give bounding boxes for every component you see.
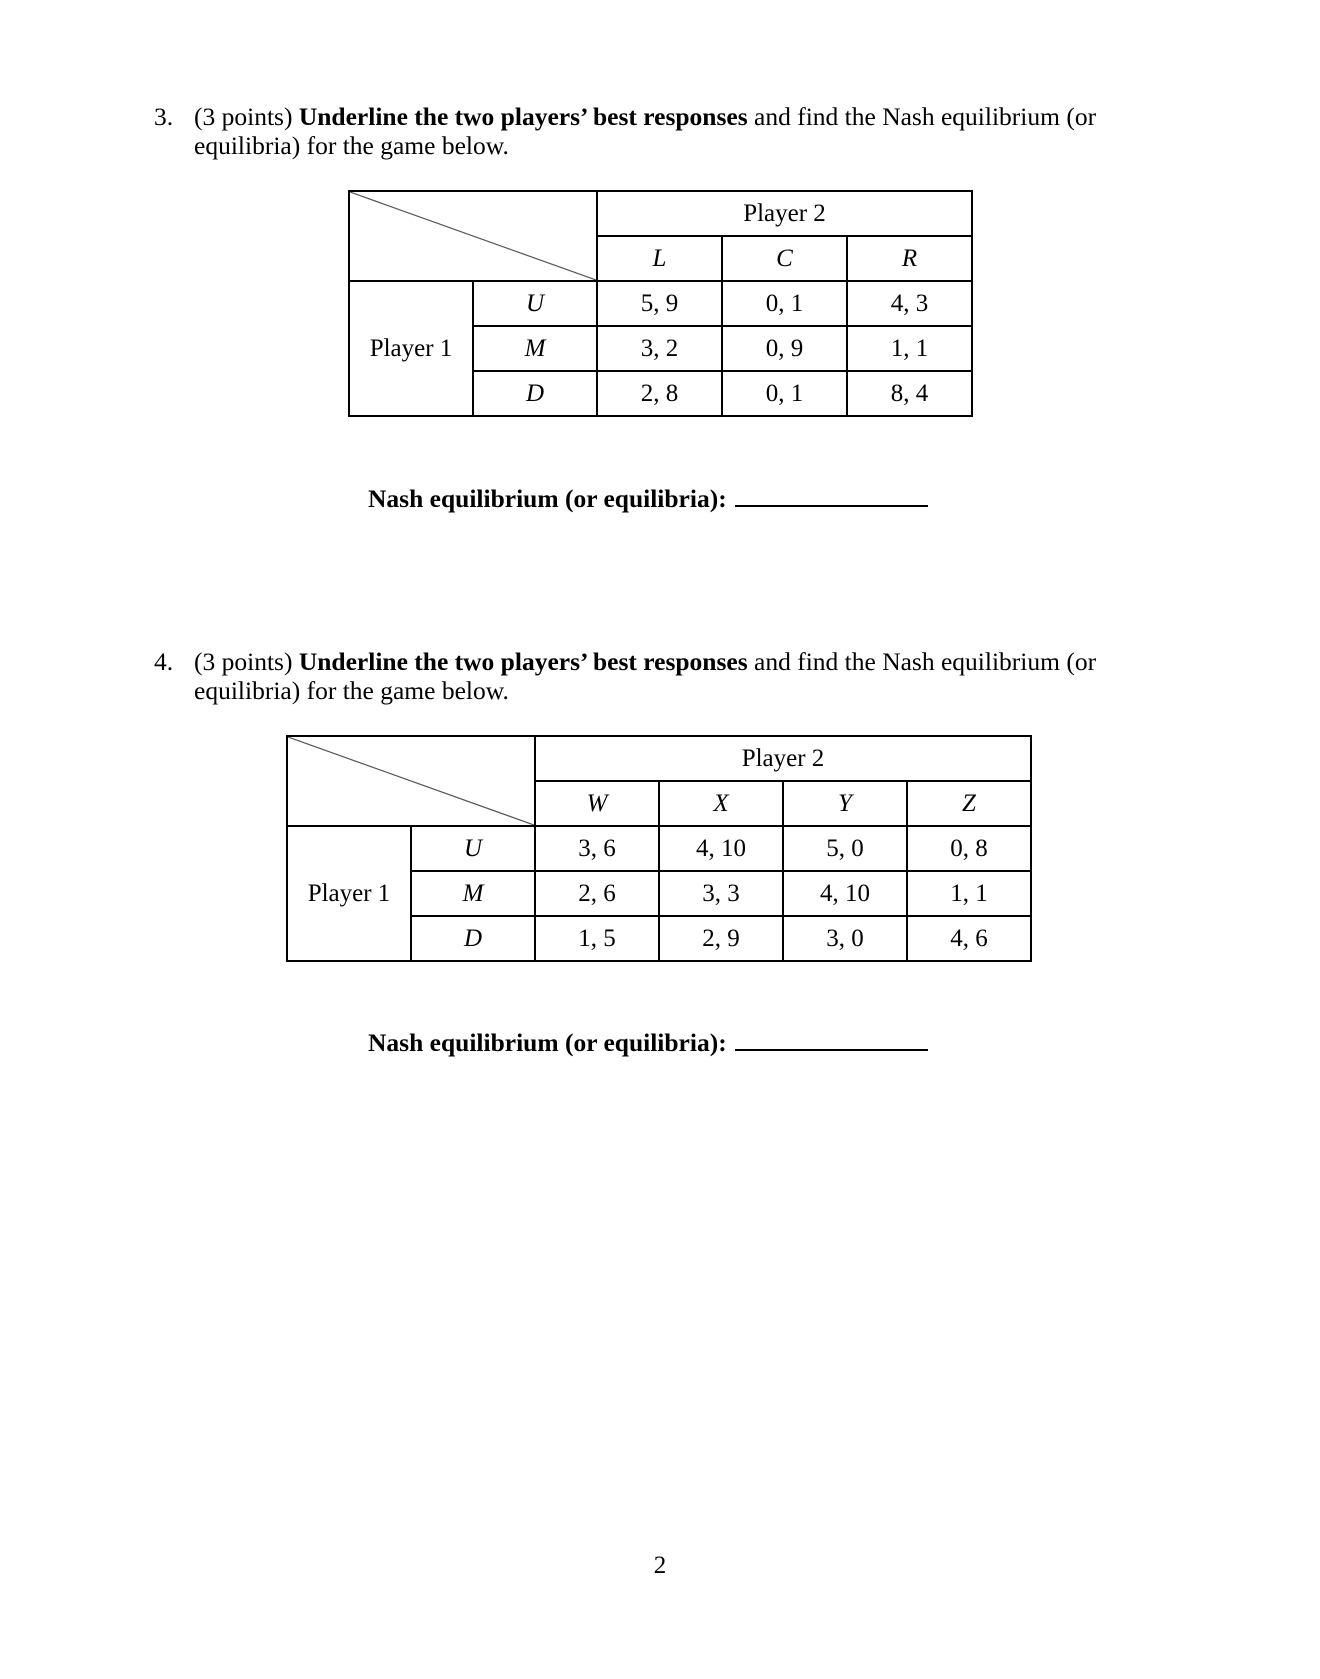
player1-header: Player 1 (349, 281, 473, 416)
payoff-cell: 0, 1 (722, 281, 847, 326)
row-header: U (411, 826, 535, 871)
diagonal-line (350, 192, 596, 280)
instruction-rest: and find the Nash equilibrium (or (754, 102, 1097, 131)
payoff-cell: 0, 9 (722, 326, 847, 371)
payoff-cell: 1, 1 (847, 326, 972, 371)
payoff-cell: 4, 10 (659, 826, 783, 871)
nash-answer-q3 (368, 484, 928, 514)
diagonal-line (288, 737, 534, 825)
payoff-matrix-q4 (286, 735, 1032, 962)
col-header: Y (783, 781, 907, 826)
points: (3 points) (194, 647, 293, 676)
bold-instruction: Underline the two players’ best responses (298, 102, 748, 131)
player1-header: Player 1 (287, 826, 411, 961)
payoff-matrix-q3 (348, 190, 973, 417)
player2-header: Player 2 (597, 191, 972, 236)
col-header: C (722, 236, 847, 281)
row-header: D (411, 916, 535, 961)
payoff-cell: 2, 6 (535, 871, 659, 916)
question-number: 3. (154, 102, 174, 131)
payoff-cell: 0, 8 (907, 826, 1031, 871)
payoff-cell: 3, 2 (597, 326, 722, 371)
payoff-cell: 8, 4 (847, 371, 972, 416)
question-number: 4. (154, 647, 174, 676)
points: (3 points) (194, 102, 293, 131)
col-header: W (535, 781, 659, 826)
row-header: D (473, 371, 597, 416)
payoff-cell: 5, 0 (783, 826, 907, 871)
corner-cell (349, 191, 597, 281)
row-header: U (473, 281, 597, 326)
payoff-cell: 2, 8 (597, 371, 722, 416)
answer-blank[interactable] (735, 1029, 928, 1051)
payoff-cell: 2, 9 (659, 916, 783, 961)
instruction-line2: equilibria) for the game below. (194, 676, 509, 705)
col-header: X (659, 781, 783, 826)
question-4 (154, 647, 1134, 705)
nash-label: Nash equilibrium (or equilibria): (368, 484, 727, 513)
payoff-cell: 3, 0 (783, 916, 907, 961)
payoff-cell: 4, 3 (847, 281, 972, 326)
payoff-cell: 0, 1 (722, 371, 847, 416)
payoff-cell: 3, 6 (535, 826, 659, 871)
answer-blank[interactable] (735, 485, 928, 507)
payoff-cell: 4, 10 (783, 871, 907, 916)
payoff-cell: 4, 6 (907, 916, 1031, 961)
bold-instruction: Underline the two players’ best responses (298, 647, 748, 676)
row-header: M (473, 326, 597, 371)
col-header: Z (907, 781, 1031, 826)
page-number: 2 (653, 1552, 667, 1579)
payoff-cell: 1, 1 (907, 871, 1031, 916)
col-header: L (597, 236, 722, 281)
col-header: R (847, 236, 972, 281)
question-text (194, 647, 1134, 705)
nash-label: Nash equilibrium (or equilibria): (368, 1028, 727, 1057)
payoff-cell: 5, 9 (597, 281, 722, 326)
instruction-rest: and find the Nash equilibrium (or (754, 647, 1097, 676)
instruction-line2: equilibria) for the game below. (194, 131, 509, 160)
row-header: M (411, 871, 535, 916)
question-3 (154, 102, 1134, 160)
question-text (194, 102, 1134, 160)
corner-cell (287, 736, 535, 826)
payoff-cell: 3, 3 (659, 871, 783, 916)
payoff-cell: 1, 5 (535, 916, 659, 961)
nash-answer-q4 (368, 1028, 928, 1058)
player2-header: Player 2 (535, 736, 1031, 781)
